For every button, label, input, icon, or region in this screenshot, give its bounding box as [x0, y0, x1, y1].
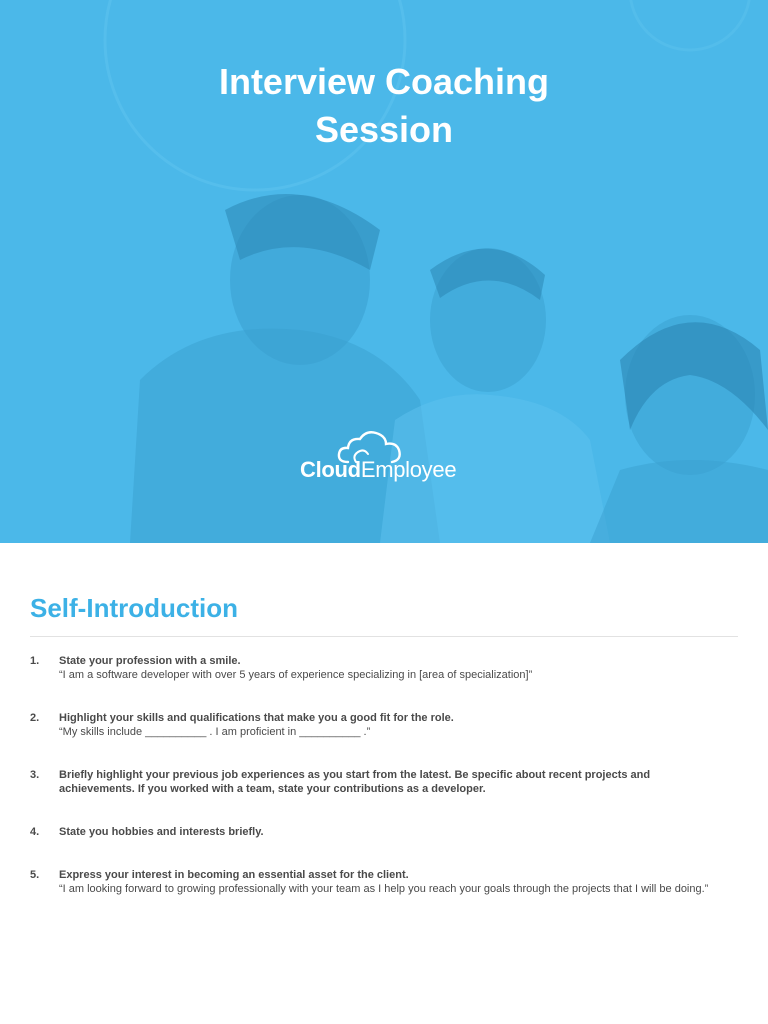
- item-quote: “My skills include __________ . I am proficient in __________ .”: [59, 726, 371, 738]
- logo-text-cloud: Cloud: [300, 457, 361, 482]
- item-number: 1.: [30, 655, 40, 667]
- item-number: 5.: [30, 869, 40, 881]
- cloud-employee-logo: [300, 430, 480, 486]
- item-heading: Express your interest in becoming an essential asset for the client.: [59, 869, 409, 881]
- page-title-line-2: Session: [314, 109, 454, 150]
- item-number: 2.: [30, 712, 40, 724]
- item-heading: Highlight your skills and qualifications that make you a good fit for the role.: [59, 712, 454, 724]
- page-title: [0, 58, 768, 154]
- item-number: 4.: [30, 826, 40, 838]
- section-title: Self-Introduction: [30, 593, 238, 623]
- logo-text-employee: Employee: [360, 457, 457, 482]
- logo-wordmark: [300, 456, 456, 484]
- item-quote: “I am a software developer with over 5 years of experience specializing in [area of specialization]”: [59, 669, 533, 681]
- item-heading: State your profession with a smile.: [59, 655, 241, 667]
- page-title-line-1: Interview Coaching: [218, 61, 550, 102]
- item-number: 3.: [30, 769, 40, 781]
- item-heading: State you hobbies and interests briefly.: [59, 826, 264, 838]
- item-heading: Briefly highlight your previous job experiences as you start from the latest. Be specific about recent projects and achievements. If you worked with a team, state your contributions as a developer.: [59, 769, 651, 795]
- section-divider: [30, 636, 738, 637]
- item-quote: “I am looking forward to growing professionally with your team as I help you reach your goals through the projects that I will be doing.”: [59, 883, 709, 895]
